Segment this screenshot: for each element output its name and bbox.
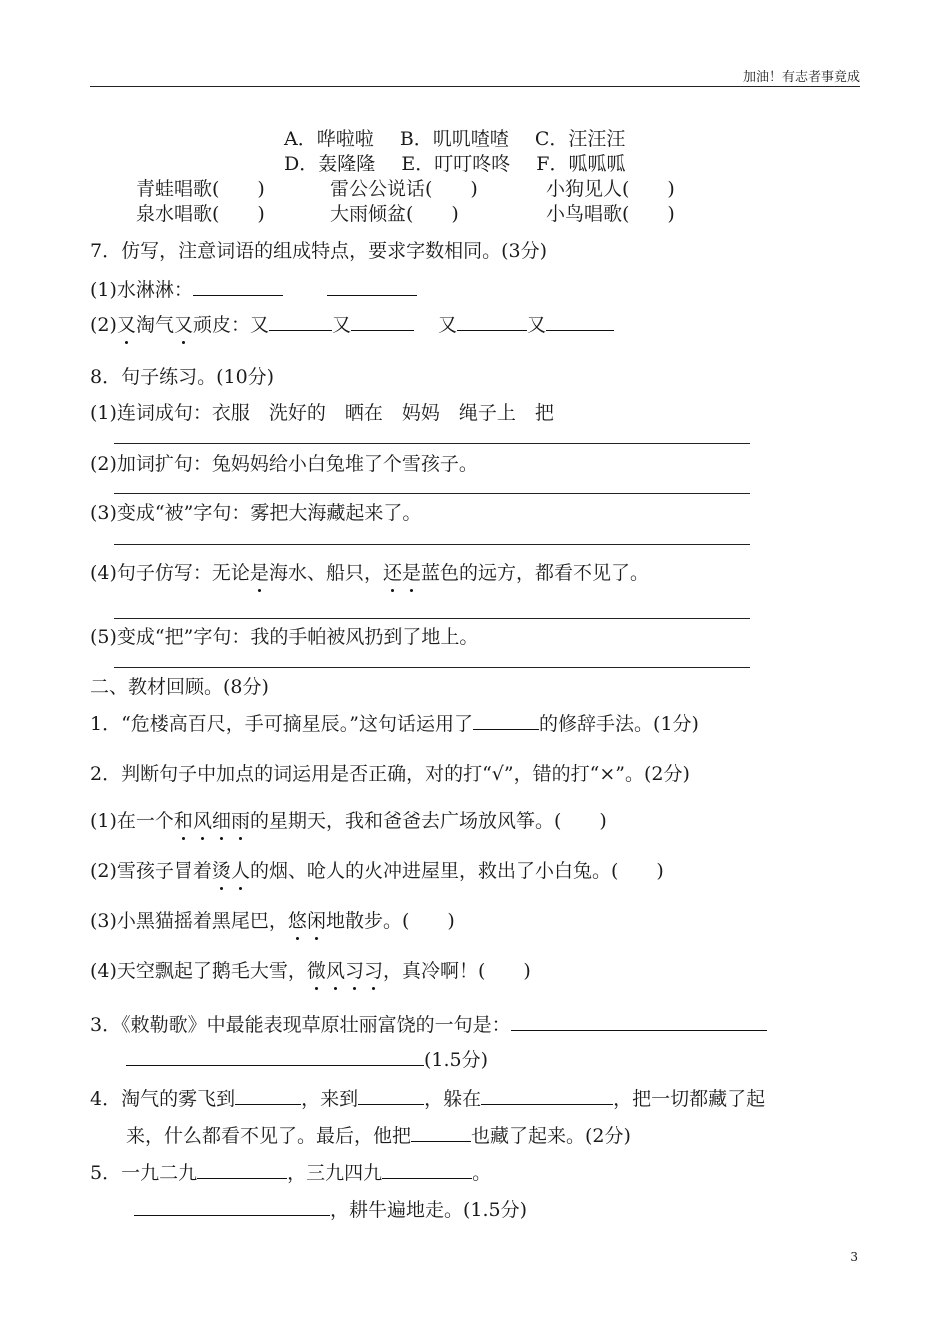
match-item-5: 大雨倾盆( ): [330, 203, 459, 225]
s2-question-5: 5．一九二九 ，三九四九 。: [90, 1158, 491, 1185]
page-number: 3: [850, 1250, 858, 1264]
answer-blank[interactable]: [126, 1045, 424, 1066]
answer-blank[interactable]: [481, 1084, 613, 1105]
s2-question-5-cont: ，耕牛遍地走。(1.5分): [134, 1195, 527, 1222]
answer-blank[interactable]: [457, 310, 527, 331]
answer-line[interactable]: [114, 667, 750, 668]
emphasis-dot-char: 风: [193, 806, 212, 833]
emphasis-dot-char: 烫: [212, 856, 231, 883]
q7-title: 7．仿写，注意词语的组成特点，要求字数相同。(3分): [90, 240, 548, 262]
q8-part-1: (1)连词成句：衣服 洗好的 晒在 妈妈 绳子上 把: [90, 402, 554, 424]
section-2-title: 二、教材回顾。(8分): [90, 676, 269, 698]
q7-part-1: [90, 275, 417, 302]
s2-question-2-title: 2．判断句子中加点的词运用是否正确，对的打“√”，错的打“×”。(2分): [90, 763, 690, 785]
q8-part-5: (5)变成“把”字句：我的手帕被风扔到了地上。: [90, 626, 479, 648]
options-row-2: [284, 149, 625, 176]
match-item-3: 小狗见人( ): [546, 178, 675, 200]
match-item-1: 青蛙唱歌( ): [136, 178, 265, 200]
emphasis-dot-char: 悠: [288, 906, 307, 933]
option-c: C．汪汪汪: [534, 128, 626, 150]
option-a: A．哗啦啦: [284, 128, 374, 150]
answer-blank[interactable]: [269, 310, 332, 331]
s2-question-4: 4．淘气的雾飞到 ，来到 ，躲在 ，把一切都藏了起: [90, 1084, 765, 1111]
answer-blank[interactable]: [411, 1121, 471, 1142]
emphasis-dot-char: 风: [326, 956, 345, 983]
answer-blank[interactable]: [193, 275, 283, 296]
s2-question-3-cont: (1.5分): [126, 1045, 488, 1072]
option-b: B．叽叽喳喳: [399, 128, 509, 150]
match-item-2: 雷公公说话( ): [330, 178, 478, 200]
emphasis-dot-char: 习: [364, 956, 383, 983]
answer-blank[interactable]: [235, 1084, 301, 1105]
emphasis-dot-char: 和: [174, 806, 193, 833]
options-row-1: [284, 124, 625, 151]
emphasis-dot-char: 人: [231, 856, 250, 883]
header-divider: [90, 86, 860, 87]
q7-part-1-label: (1)水淋淋：: [90, 279, 193, 301]
answer-line[interactable]: [114, 493, 750, 494]
answer-line[interactable]: [114, 443, 750, 444]
emphasis-dot-char: 雨: [231, 806, 250, 833]
q8-title: 8．句子练习。(10分): [90, 366, 275, 388]
emphasis-dot-char: 又: [174, 310, 193, 337]
emphasis-dot-char: 还: [383, 558, 402, 585]
answer-blank[interactable]: [473, 709, 539, 730]
answer-blank[interactable]: [382, 1158, 472, 1179]
s2-question-3: 3．《敕勒歌》中最能表现草原壮丽富饶的一句是：: [90, 1010, 767, 1037]
emphasis-dot-char: 闲: [307, 906, 326, 933]
emphasis-dot-char: 又: [117, 310, 136, 337]
q8-part-2: (2)加词扩句：兔妈妈给小白兔堆了个雪孩子。: [90, 453, 478, 475]
answer-line[interactable]: [114, 618, 750, 619]
emphasis-dot-char: 细: [212, 806, 231, 833]
s2-q2-item-4: (4)天空飘起了鹅毛大雪，微风习习，真冷啊！( ): [90, 956, 531, 983]
s2-q2-item-3: (3)小黑猫摇着黑尾巴，悠闲地散步。( ): [90, 906, 455, 933]
emphasis-dot-char: 是: [402, 558, 421, 585]
match-item-6: 小鸟唱歌( ): [546, 203, 675, 225]
emphasis-dot-char: 是: [250, 558, 269, 585]
option-e: E．叮叮咚咚: [401, 153, 511, 175]
answer-blank[interactable]: [546, 310, 614, 331]
answer-blank[interactable]: [134, 1195, 330, 1216]
emphasis-dot-char: 习: [345, 956, 364, 983]
match-item-4: 泉水唱歌( ): [136, 203, 265, 225]
emphasis-dot-char: 微: [307, 956, 326, 983]
page-header-motto: 加油！有志者事竟成: [742, 70, 860, 85]
q7-part-2: (2)又淘气又顽皮：又 又 又 又: [90, 310, 614, 337]
answer-blank[interactable]: [197, 1158, 287, 1179]
q8-part-4: (4)句子仿写：无论是海水、船只，还是蓝色的远方，都看不见了。: [90, 558, 649, 585]
s2-question-1: 1．“危楼高百尺，手可摘星辰。”这句话运用了 的修辞手法。(1分): [90, 709, 699, 736]
answer-line[interactable]: [114, 544, 750, 545]
s2-question-4-cont: 来，什么都看不见了。最后，他把 也藏了起来。(2分): [126, 1121, 631, 1148]
answer-blank[interactable]: [327, 275, 417, 296]
q8-part-3: (3)变成“被”字句：雾把大海藏起来了。: [90, 502, 422, 524]
answer-blank[interactable]: [511, 1010, 767, 1031]
answer-blank[interactable]: [358, 1084, 424, 1105]
option-f: F．呱呱呱: [536, 153, 626, 175]
s2-q2-item-1: (1)在一个和风细雨的星期天，我和爸爸去广场放风筝。( ): [90, 806, 607, 833]
option-d: D．轰隆隆: [284, 153, 376, 175]
answer-blank[interactable]: [351, 310, 414, 331]
s2-q2-item-2: (2)雪孩子冒着烫人的烟、呛人的火冲进屋里，救出了小白兔。( ): [90, 856, 664, 883]
